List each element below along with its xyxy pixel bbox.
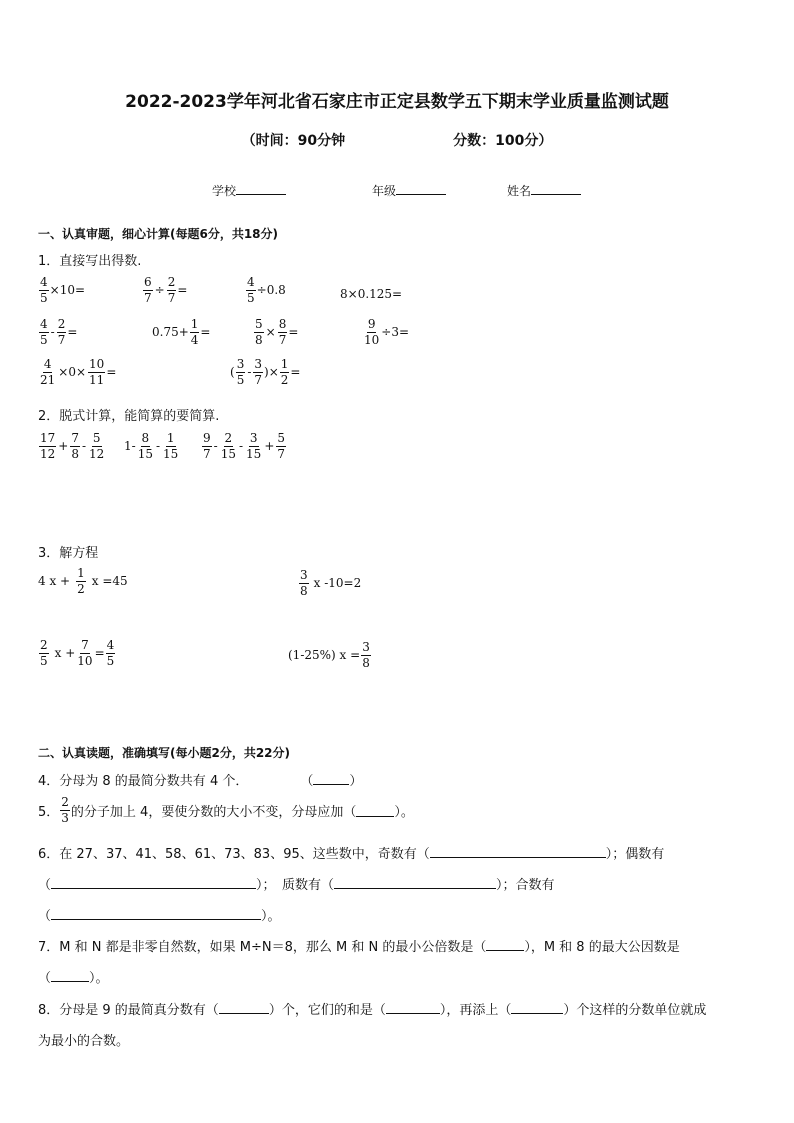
exam-meta (0, 130, 794, 150)
calc-c1: $\frac{4}{21}$ ×0× $\frac{10}{11}$ = (40, 357, 117, 387)
question-3: 3．解方程 (38, 546, 99, 561)
calc-a2: $\frac{6}{7}$ ÷ $\frac{2}{7}$ = (144, 275, 188, 305)
equation-2: $\frac{3}{8}$ x -10=2 (300, 568, 362, 598)
calc-a4: 8×0.125= (340, 287, 403, 301)
score-label: 分数：100分） (453, 133, 553, 149)
calc-b1: $\frac{4}{5}$ - $\frac{2}{7}$ = (40, 317, 78, 347)
question-8-line1: 8．分母是 9 的最简真分数有（ ）个，它们的和是（ ），再添上（ ）个这样的分数单位就成 (38, 1003, 707, 1018)
answer-blank-5[interactable] (356, 804, 394, 817)
answer-blank-even[interactable] (51, 876, 256, 889)
answer-blank-prime[interactable] (334, 876, 496, 889)
calc-b4: $\frac{9}{10}$ ÷3= (364, 317, 410, 347)
answer-blank-odd[interactable] (430, 845, 606, 858)
equation-3: $\frac{2}{5}$ x + $\frac{7}{10}$ = $\frac{4}{5}$ (40, 638, 115, 668)
answer-blank-4[interactable] (313, 772, 349, 785)
calc-b2: 0.75+ $\frac{1}{4}$ = (152, 317, 211, 347)
calc-a3: $\frac{4}{5}$ ÷0.8 (247, 275, 286, 305)
grade-field[interactable]: 年级 (372, 182, 446, 199)
question-6-line1: 6．在 27、37、41、58、61、73、83、95、这些数中，奇数有（ ）；偶数有 (38, 847, 665, 862)
question-4: 4．分母为 8 的最简分数共有 4 个． （ ） (38, 774, 363, 789)
question-5: 5． $\frac{2}{3}$ 的分子加上 4，要使分数的大小不变，分母应加（ ）。 (38, 795, 414, 825)
answer-blank-add[interactable] (511, 1001, 563, 1014)
time-label: （时间：90分钟 (241, 133, 346, 149)
question-1: 1．直接写出得数. (38, 254, 142, 269)
question-6-line2: （ ）； 质数有（ ）；合数有 (38, 878, 555, 893)
equation-1: 4 x + $\frac{1}{2}$ x =45 (38, 566, 128, 596)
section1-heading: 一、认真审题，细心计算(每题6分，共18分) (38, 227, 279, 241)
answer-blank-gcd[interactable] (51, 969, 89, 982)
answer-blank-composite[interactable] (51, 907, 261, 920)
page-title: 2022-2023学年河北省石家庄市正定县数学五下期末学业质量监测试题 (125, 92, 669, 112)
question-8-line2: 为最小的合数。 (38, 1034, 130, 1049)
calc-b3: $\frac{5}{8}$ × $\frac{8}{7}$ = (255, 317, 299, 347)
calc-a1: $\frac{4}{5}$ ×10= (40, 275, 86, 305)
equation-4: (1-25%) x = $\frac{3}{8}$ (288, 640, 370, 670)
calc-d1: $\frac{17}{12}$ + $\frac{7}{8}$ - $\frac{5}{12}$ (40, 431, 105, 461)
calc-d3: $\frac{9}{7}$ - $\frac{2}{15}$ - $\frac{3}{15}$ + $\frac{5}{7}$ (203, 431, 286, 461)
answer-blank-count[interactable] (219, 1001, 269, 1014)
answer-blank-sum[interactable] (386, 1001, 440, 1014)
question-7-line1: 7．M 和 N 都是非零自然数，如果 M÷N＝8，那么 M 和 N 的最小公倍数是（ ），M 和 8 的最大公因数是 (38, 940, 680, 955)
calc-d2: 1- $\frac{8}{15}$ - $\frac{1}{15}$ (124, 431, 179, 461)
answer-blank-lcm[interactable] (486, 938, 524, 951)
calc-c2: ( $\frac{3}{5}$ - $\frac{3}{7}$ )× $\frac{1}{2}$ = (230, 357, 301, 387)
name-field[interactable]: 姓名 (507, 182, 581, 199)
question-7-line2: （ ）。 (38, 971, 109, 986)
question-2: 2．脱式计算，能简算的要简算. (38, 409, 220, 424)
section2-heading: 二、认真读题，准确填写(每小题2分，共22分) (38, 746, 291, 760)
school-field[interactable]: 学校 (212, 182, 286, 199)
question-6-line3: （ ）。 (38, 909, 281, 924)
